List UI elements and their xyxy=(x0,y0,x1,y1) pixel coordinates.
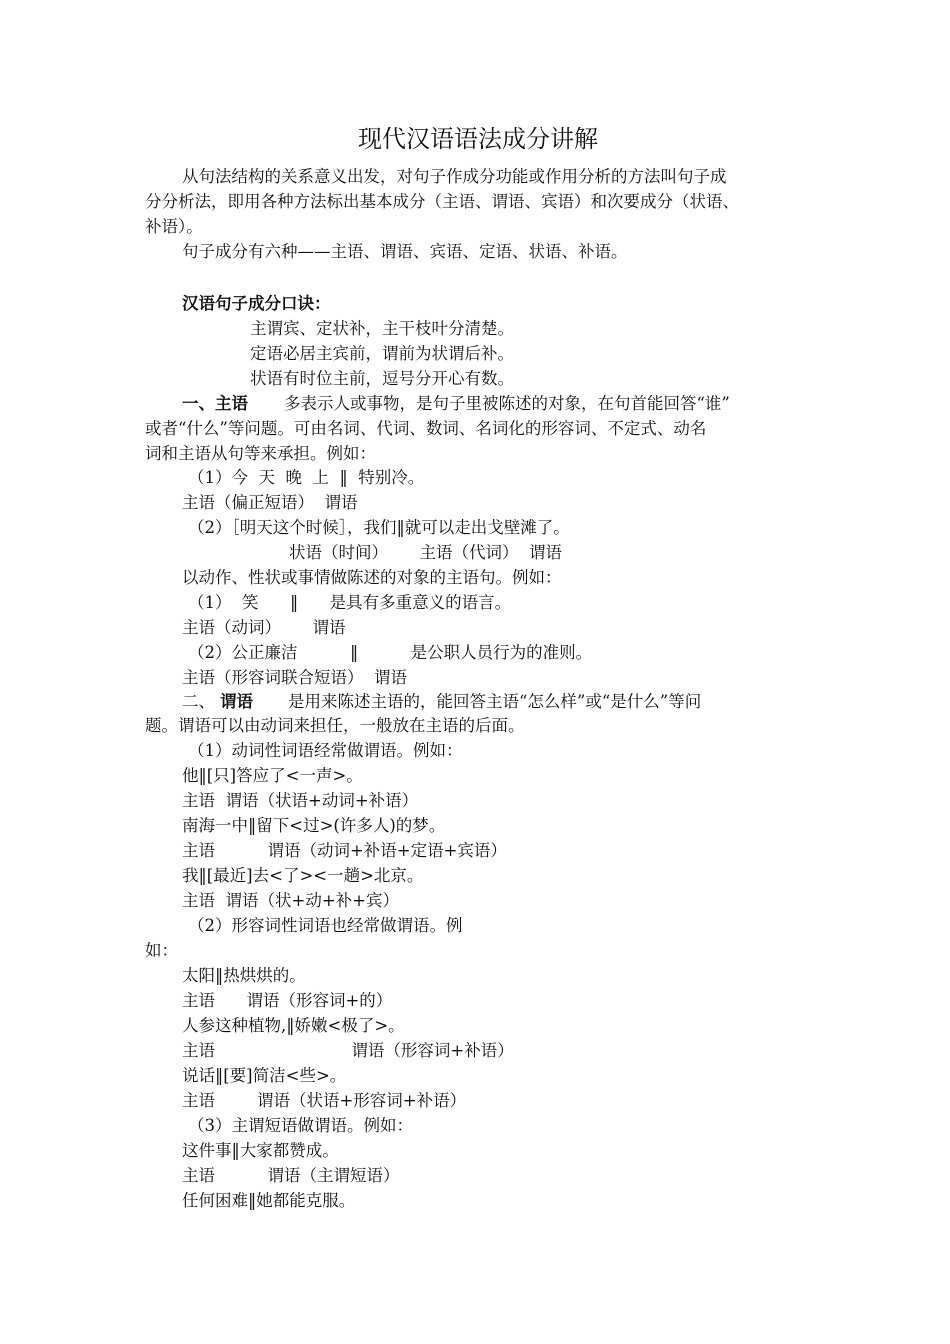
subject-example-2: （2）［明天这个时候］，我们‖就可以走出戈壁滩了。 xyxy=(188,518,570,537)
subject-example-1: （1）今 天 晚 上 ‖ 特别冷。 xyxy=(188,468,425,487)
subject-example-3-note: 主语（动词） 谓语 xyxy=(182,618,346,637)
subject-desc-2: 或者“什么”等问题。可由名词、代词、数词、名词化的形容词、不定式、动名 xyxy=(145,419,707,438)
predicate-prefix: 二、 xyxy=(182,692,215,711)
predicate-example-note: 主语 谓语（状语+形容词+补语） xyxy=(182,1091,467,1110)
subject-desc-1: 多表示人或事物，是句子里被陈述的对象，在句首能回答“谁” xyxy=(284,394,730,413)
predicate-example-note: 主语 谓语（主谓短语） xyxy=(182,1166,400,1185)
predicate-example-note: 主语 谓语（状语+动词+补语） xyxy=(182,791,419,810)
mnemonic-line: 定语必居主宾前，谓前为状谓后补。 xyxy=(250,344,514,363)
intro-line-4: 句子成分有六种——主语、谓语、宾语、定语、状语、补语。 xyxy=(182,242,628,261)
predicate-example-note: 主语 谓语（形容词+补语） xyxy=(182,1041,514,1060)
predicate-point-3: （3）主谓短语做谓语。例如： xyxy=(188,1116,413,1135)
predicate-example: 我‖[最近]去<了><一趟>北京。 xyxy=(182,866,424,885)
predicate-point-1: （1）动词性词语经常做谓语。例如： xyxy=(188,741,463,760)
predicate-example: 说话‖[要]简洁<些>。 xyxy=(182,1066,347,1085)
predicate-example-note: 主语 谓语（状+动+补+宾） xyxy=(182,891,399,910)
mnemonic-line: 状语有时位主前，逗号分开心有数。 xyxy=(250,369,514,388)
page-title: 现代汉语语法成分讲解 xyxy=(358,125,598,153)
intro-line-1: 从句法结构的关系意义出发，对句子作成分功能或作用分析的方法叫句子成 xyxy=(182,167,727,186)
subject-example-1-note: 主语（偏正短语） 谓语 xyxy=(182,493,358,512)
subject-heading: 一、主语 xyxy=(182,394,248,413)
predicate-example: 这件事‖大家都赞成。 xyxy=(182,1141,339,1160)
intro-line-2: 分分析法，即用各种方法标出基本成分（主语、谓语、宾语）和次要成分（状语、 xyxy=(145,192,739,211)
predicate-example-note: 主语 谓语（动词+补语+定语+宾语） xyxy=(182,841,507,860)
predicate-heading: 谓语 xyxy=(220,692,253,711)
predicate-example: 太阳‖热烘烘的。 xyxy=(182,966,306,985)
predicate-example: 他‖[只]答应了<一声>。 xyxy=(182,766,363,785)
predicate-point-2: （2）形容词性词语也经常做谓语。例 xyxy=(188,916,463,935)
predicate-example: 人参这种植物,‖娇嫩<极了>。 xyxy=(182,1016,405,1035)
subject-example-4-note: 主语（形容词联合短语） 谓语 xyxy=(182,668,407,687)
mnemonic-heading: 汉语句子成分口诀： xyxy=(182,294,331,313)
predicate-example-note: 主语 谓语（形容词+的） xyxy=(182,991,393,1010)
subject-example-4: （2）公正廉洁 ‖ 是公职人员行为的准则。 xyxy=(188,643,593,662)
subject-intro-2: 以动作、性状或事情做陈述的对象的主语句。例如： xyxy=(182,568,562,587)
subject-desc-3: 词和主语从句等来承担。例如： xyxy=(145,444,376,463)
mnemonic-line: 主谓宾、定状补，主干枝叶分清楚。 xyxy=(250,319,514,338)
predicate-point-2-cont: 如： xyxy=(145,941,178,960)
predicate-example: 南海一中‖留下<过>(许多人)的梦。 xyxy=(182,816,446,835)
predicate-desc-2: 题。谓语可以由动词来担任，一般放在主语的后面。 xyxy=(145,716,525,735)
predicate-example: 任何困难‖她都能克服。 xyxy=(182,1191,356,1210)
subject-example-3: （1） 笑 ‖ 是具有多重意义的语言。 xyxy=(188,593,512,612)
intro-line-3: 补语）。 xyxy=(145,217,203,236)
predicate-desc-1: 是用来陈述主语的，能回答主语“怎么样”或“是什么”等问 xyxy=(288,692,702,711)
subject-example-2-note: 状语（时间） 主语（代词） 谓语 xyxy=(289,543,562,562)
